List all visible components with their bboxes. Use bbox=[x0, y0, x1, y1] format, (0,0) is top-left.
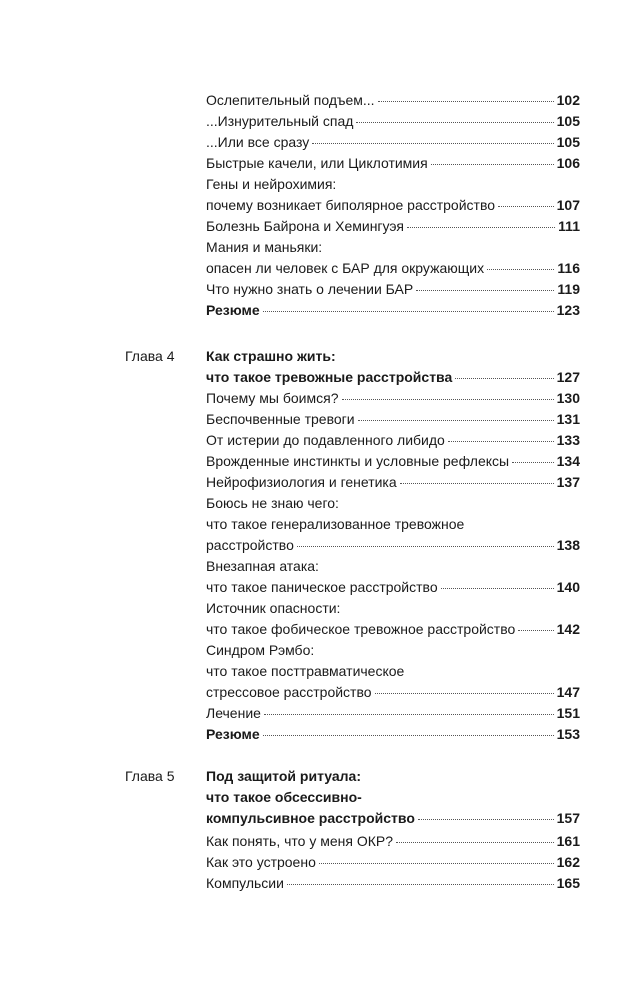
chapter-4-label: Глава 4 bbox=[125, 348, 175, 364]
entry-title: Болезнь Байрона и Хемингуэя bbox=[206, 218, 404, 234]
entry-page: 161 bbox=[556, 833, 580, 849]
entry-page: 130 bbox=[556, 390, 580, 406]
leader-dots bbox=[407, 226, 555, 228]
entry-page: 165 bbox=[556, 875, 580, 891]
entry-page: 105 bbox=[556, 113, 580, 129]
entry-page: 162 bbox=[556, 854, 580, 870]
entry-page: 111 bbox=[558, 218, 580, 234]
entry-page: 106 bbox=[556, 155, 580, 171]
entry-title: Врожденные инстинкты и условные рефлексы bbox=[206, 453, 510, 469]
entry-page: 153 bbox=[556, 726, 580, 742]
entry-title: Внезапная атака: bbox=[206, 558, 319, 574]
toc-entry[interactable] bbox=[206, 216, 580, 237]
toc-entry[interactable] bbox=[206, 132, 580, 153]
entry-title: Синдром Рэмбо: bbox=[206, 642, 315, 658]
toc-entry[interactable] bbox=[206, 279, 580, 300]
entry-page: 119 bbox=[557, 281, 580, 297]
entry-page: 147 bbox=[556, 684, 580, 700]
leader-dots bbox=[498, 205, 554, 207]
leader-dots bbox=[319, 862, 554, 864]
toc-entry[interactable] bbox=[206, 852, 580, 873]
toc-entry[interactable] bbox=[206, 90, 580, 111]
leader-dots bbox=[518, 629, 553, 631]
toc-entry[interactable] bbox=[206, 682, 580, 703]
entry-page: 142 bbox=[556, 621, 580, 637]
entry-title: ...Или все сразу bbox=[206, 134, 310, 150]
entry-title: Компульсии bbox=[206, 875, 284, 891]
leader-dots bbox=[396, 841, 554, 843]
toc-entry-summary[interactable] bbox=[206, 724, 580, 745]
chapter-4-heading[interactable] bbox=[206, 367, 580, 388]
entry-title: опасен ли человек с БАР для окружающих bbox=[206, 260, 485, 276]
entry-title: Что нужно знать о лечении БАР bbox=[206, 281, 414, 297]
leader-dots bbox=[487, 268, 554, 270]
leader-dots bbox=[418, 818, 554, 820]
entry-title: Быстрые качели, или Циклотимия bbox=[206, 155, 428, 171]
toc-entry[interactable] bbox=[206, 472, 580, 493]
toc-entry[interactable] bbox=[206, 195, 580, 216]
entry-title: Резюме bbox=[206, 726, 260, 742]
entry-title: ...Изнурительный спад bbox=[206, 113, 354, 129]
toc-entry-line bbox=[206, 493, 580, 514]
entry-title: Лечение bbox=[206, 705, 261, 721]
entry-title: что такое фобическое тревожное расстройство bbox=[206, 621, 516, 637]
entry-title: Как это устроено bbox=[206, 854, 316, 870]
leader-dots bbox=[297, 545, 554, 547]
chapter-heading: что такое тревожные расстройства bbox=[206, 369, 453, 385]
entry-title: что такое генерализованное тревожное bbox=[206, 516, 465, 532]
toc-entry[interactable] bbox=[206, 388, 580, 409]
toc-entry-line bbox=[206, 640, 580, 661]
entry-page: 134 bbox=[556, 453, 580, 469]
toc-entry[interactable] bbox=[206, 619, 580, 640]
entry-page: 137 bbox=[556, 474, 580, 490]
toc-entry[interactable] bbox=[206, 451, 580, 472]
leader-dots bbox=[312, 142, 553, 144]
entry-title: Почему мы боимся? bbox=[206, 390, 339, 406]
toc-entry-summary[interactable] bbox=[206, 300, 580, 321]
chapter-page: 157 bbox=[556, 810, 580, 826]
leader-dots bbox=[287, 883, 554, 885]
leader-dots bbox=[512, 461, 554, 463]
entry-title: расстройство bbox=[206, 537, 294, 553]
toc-entry[interactable] bbox=[206, 577, 580, 598]
toc-entry-line bbox=[206, 598, 580, 619]
leader-dots bbox=[264, 713, 554, 715]
entry-title: почему возникает биполярное расстройство bbox=[206, 197, 496, 213]
toc-entry[interactable] bbox=[206, 535, 580, 556]
entry-title: Беспочвенные тревоги bbox=[206, 411, 355, 427]
chapter-heading: Как страшно жить: bbox=[206, 348, 336, 364]
entry-title: Резюме bbox=[206, 302, 260, 318]
toc-entry[interactable] bbox=[206, 258, 580, 279]
entry-title: Как понять, что у меня ОКР? bbox=[206, 833, 394, 849]
toc-entry-line bbox=[206, 556, 580, 577]
toc-entry-line bbox=[206, 661, 580, 682]
entry-title: Источник опасности: bbox=[206, 600, 341, 616]
chapter-heading: что такое обсессивно- bbox=[206, 789, 362, 805]
leader-dots bbox=[448, 440, 554, 442]
entry-page: 116 bbox=[557, 260, 580, 276]
leader-dots bbox=[375, 692, 554, 694]
entry-page: 133 bbox=[556, 432, 580, 448]
entry-title: что такое паническое расстройство bbox=[206, 579, 438, 595]
toc-entry[interactable] bbox=[206, 153, 580, 174]
chapter-5-heading-line2 bbox=[206, 787, 580, 808]
toc-entry-line bbox=[206, 237, 580, 258]
toc-entry-line bbox=[206, 514, 580, 535]
toc-entry[interactable] bbox=[206, 409, 580, 430]
leader-dots bbox=[431, 163, 554, 165]
toc-entry[interactable] bbox=[206, 430, 580, 451]
leader-dots bbox=[455, 377, 553, 379]
entry-title: Нейрофизиология и генетика bbox=[206, 474, 397, 490]
toc-entry[interactable] bbox=[206, 873, 580, 894]
leader-dots bbox=[358, 419, 554, 421]
entry-title: От истерии до подавленного либидо bbox=[206, 432, 445, 448]
entry-page: 138 bbox=[556, 537, 580, 553]
leader-dots bbox=[378, 100, 554, 102]
chapter-heading: компульсивное расстройство bbox=[206, 810, 415, 826]
leader-dots bbox=[441, 587, 554, 589]
chapter-page: 127 bbox=[556, 369, 580, 385]
entry-page: 102 bbox=[556, 92, 580, 108]
entry-page: 123 bbox=[556, 302, 580, 318]
entry-title: что такое посттравматическое bbox=[206, 663, 405, 679]
chapter-5-heading-line1 bbox=[206, 766, 580, 787]
chapter-heading: Под защитой ритуала: bbox=[206, 768, 361, 784]
entry-page: 107 bbox=[556, 197, 580, 213]
toc-entry-line bbox=[206, 174, 580, 195]
entry-title: Мания и маньяки: bbox=[206, 239, 323, 255]
entry-title: Гены и нейрохимия: bbox=[206, 176, 337, 192]
leader-dots bbox=[416, 289, 554, 291]
entry-page: 151 bbox=[556, 705, 580, 721]
toc-entry[interactable] bbox=[206, 831, 580, 852]
toc-entry[interactable] bbox=[206, 703, 580, 724]
chapter-4-heading-line1 bbox=[206, 346, 580, 367]
chapter-5-label: Глава 5 bbox=[125, 768, 175, 784]
leader-dots bbox=[356, 121, 553, 123]
entry-page: 131 bbox=[556, 411, 580, 427]
entry-page: 105 bbox=[556, 134, 580, 150]
entry-page: 140 bbox=[556, 579, 580, 595]
entry-title: Боюсь не знаю чего: bbox=[206, 495, 339, 511]
leader-dots bbox=[342, 398, 554, 400]
toc-entry[interactable] bbox=[206, 111, 580, 132]
chapter-5-heading[interactable] bbox=[206, 808, 580, 829]
entry-title: Ослепительный подъем... bbox=[206, 92, 375, 108]
leader-dots bbox=[263, 734, 554, 736]
leader-dots bbox=[400, 482, 554, 484]
entry-title: стрессовое расстройство bbox=[206, 684, 372, 700]
leader-dots bbox=[263, 310, 554, 312]
